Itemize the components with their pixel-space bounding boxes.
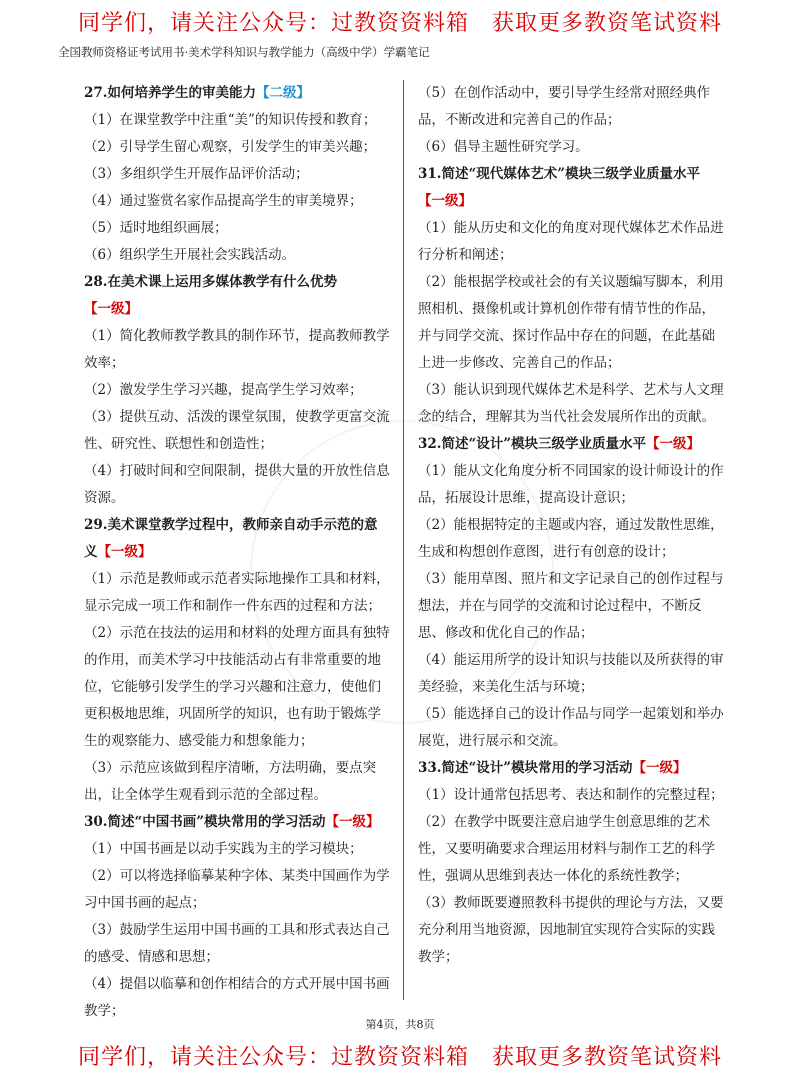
page-number: 第4页，共8页 [365,1018,435,1031]
answer-item: （1）能从历史和文化的角度对现代媒体艺术作品进行分析和阐述； [418,220,724,263]
question-title [418,161,724,215]
answer-item: （1）设计通常包括思考、表达和制作的完整过程； [418,787,724,803]
question-title [84,809,390,836]
question-title [418,431,724,458]
question-title-text: 33.简述“设计”模块常用的学习活动 [418,760,633,776]
question-title-text: 31.简述“现代媒体艺术”模块三级学业质量水平 [418,166,701,182]
answer-item: （3）多组织学生开展作品评价活动； [84,166,309,182]
right-column [418,80,724,971]
book-subtitle: 全国教师资格证考试用书·美术学科知识与教学能力（高级中学）学霸笔记 [58,45,430,59]
answer-item: （6）组织学生开展社会实践活动。 [84,247,296,263]
answer-item: （4）打破时间和空间限制，提供大量的开放性信息资源。 [84,463,390,506]
column-divider [403,80,404,1000]
answer-item: （1）在课堂教学中注重“美”的知识传授和教育； [84,112,377,128]
level-tag: 【一级】 [418,193,472,209]
question-title [84,269,390,323]
answer-item: （1）简化教师教学教具的制作环节，提高教师教学效率； [84,328,390,371]
content-columns [84,80,724,1019]
question-title-text: 32.简述“设计”模块三级学业质量水平 [418,436,647,452]
promo-banner-top: 同学们，请关注公众号：过教资资料箱 获取更多教资笔试资料 [77,11,722,36]
answer-item: （2）引导学生留心观察，引发学生的审美兴趣； [84,139,377,155]
answer-item: （1）示范是教师或示范者实际地操作工具和材料，显示完成一项工作和制作一件东西的过程和方法； [84,571,390,614]
level-tag: 【一级】 [325,814,380,830]
answer-item: （5）在创作活动中，要引导学生经常对照经典作品，不断改进和完善自己的作品； [418,85,711,128]
left-column [84,80,390,1025]
answer-item: （5）能选择自己的设计作品与同学一起策划和举办展览，进行展示和交流。 [418,706,724,749]
answer-item: （3）教师既要遵照教科书提供的理论与方法，又要充分利用当地资源，因地制宜实现符合实际的实践教学； [418,895,724,965]
answer-item: （4）通过鉴赏名家作品提高学生的审美境界； [84,193,363,209]
answer-item: （2）在教学中既要注意启迪学生创意思维的艺术性，又要明确要求合理运用材料与制作工艺的科学性，强调从思维到表达一体化的系统性教学； [418,814,715,884]
answer-item: （6）倡导主题性研究学习。 [418,139,589,155]
answer-item: （4）能运用所学的设计知识与技能以及所获得的审美经验，来美化生活与环境； [418,652,724,695]
answer-item: （3）鼓励学生运用中国书画的工具和形式表达自己的感受、情感和思想； [84,922,390,965]
answer-item: （2）示范在技法的运用和材料的处理方面具有独特的作用，而美术学习中技能活动占有非常重要的地位，它能够引发学生的学习兴趣和注意力，使他们更积极地思维，巩固所学的知识，也有助于锻炼学生的观察能力、感受能力和想象能力； [84,625,390,749]
answer-item: （2）激发学生学习兴趣，提高学生学习效率； [84,382,363,398]
answer-item: （3）能用草图、照片和文字记录自己的创作过程与想法，并在与同学的交流和讨论过程中，不断反思、修改和优化自己的作品； [418,571,724,641]
question-title-text: 29.美术课堂教学过程中，教师亲自动手示范的意义 [84,517,378,560]
answer-item: （2）可以将选择临摹某种字体、某类中国画作为学习中国书画的起点； [84,868,390,911]
level-tag: 【一级】 [646,436,701,452]
answer-item: （4）提倡以临摹和创作相结合的方式开展中国书画教学； [84,976,390,1019]
answer-item: （1）中国书画是以动手实践为主的学习模块； [84,841,363,857]
question-title [418,755,724,782]
question-title-text: 30.简述“中国书画”模块常用的学习活动 [84,814,326,830]
promo-banner-bottom: 同学们，请关注公众号：过教资资料箱 获取更多教资笔试资料 [77,1045,722,1070]
level-tag: 【一级】 [97,544,152,560]
answer-item: （1）能从文化角度分析不同国家的设计师设计的作品，拓展设计思维，提高设计意识； [418,463,724,506]
question-title-text: 28.在美术课上运用多媒体教学有什么优势 [84,274,337,290]
answer-item: （3）能认识到现代媒体艺术是科学、艺术与人文理念的结合，理解其为当代社会发展所作出的贡献。 [418,382,724,425]
question-title [84,512,390,566]
answer-item: （2）能根据特定的主题或内容，通过发散性思维，生成和构想创作意图，进行有创意的设计； [418,517,724,560]
answer-item: （3）示范应该做到程序清晰，方法明确，要点突出，让全体学生观看到示范的全部过程。 [84,760,377,803]
level-tag: 【二级】 [256,85,310,101]
answer-item: （2）能根据学校或社会的有关议题编写脚本，利用照相机、摄像机或计算机创作带有情节性的作品，并与同学交流、探讨作品中存在的问题，在此基础上进一步修改、完善自己的作品； [418,274,724,371]
answer-item: （5）适时地组织画展； [84,220,228,236]
level-tag: 【一级】 [632,760,687,776]
answer-item: （3）提供互动、活泼的课堂氛围，使教学更富交流性、研究性、联想性和创造性； [84,409,390,452]
question-title-text: 27.如何培养学生的审美能力 [84,85,256,101]
question-title [84,80,390,107]
level-tag: 【一级】 [84,301,138,317]
